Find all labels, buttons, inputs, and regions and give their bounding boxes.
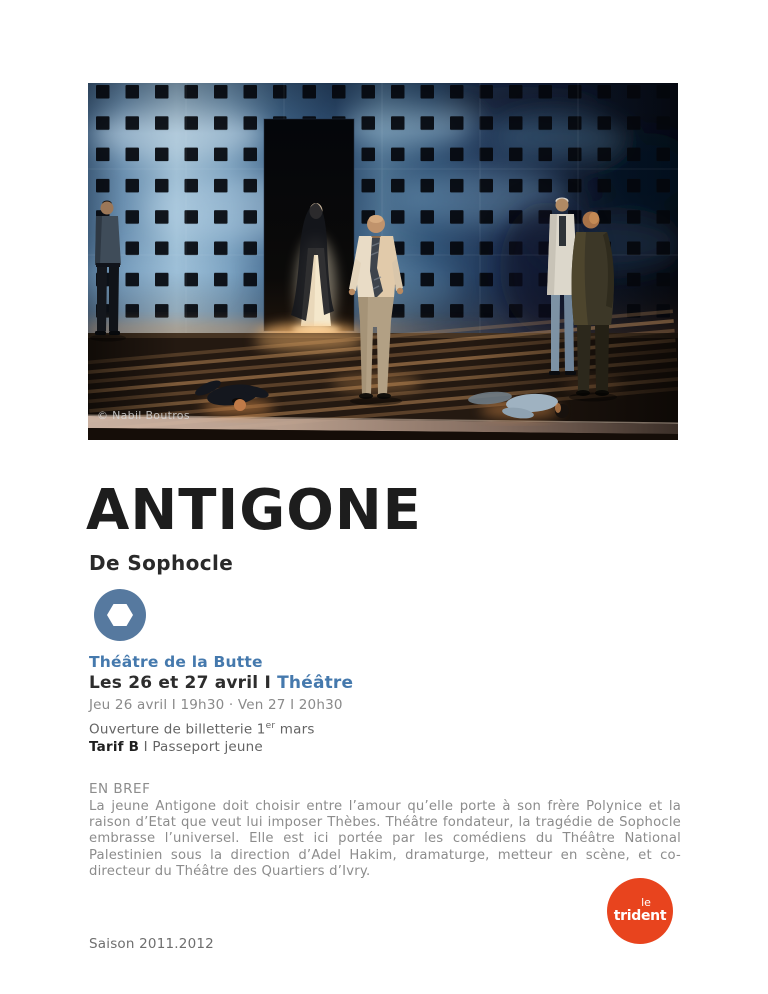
page-title: ANTIGONE <box>86 478 422 543</box>
event-category: Théâtre <box>277 673 354 693</box>
event-schedule: Jeu 26 avril I 19h30 · Ven 27 I 20h30 <box>89 697 343 713</box>
stage-photo-illustration <box>88 83 678 440</box>
event-dateline <box>89 673 353 693</box>
season-label: Saison 2011.2012 <box>89 936 214 952</box>
summary-heading: EN BREF <box>89 781 151 797</box>
tariff-detail: I Passeport jeune <box>143 738 263 755</box>
separator: I <box>264 673 271 693</box>
event-info <box>89 653 353 713</box>
summary-section <box>89 781 681 880</box>
ticketing-open-line <box>89 718 315 739</box>
tariff-label: Tarif B <box>89 738 140 755</box>
ticketing-prefix: Ouverture de billetterie 1 <box>89 721 266 738</box>
summary-body: La jeune Antigone doit choisir entre l’amour qu’elle porte à son frère Polynice et la raison d’Etat que veut lui imposer Thèbes. Théâtre fondateur, la tragédie de Sophocle embrasse l’universel. Elle est ici portée par les comédiens du Théâtre National Palestinien sous la direction d’Adel Hakim, dramaturge, metteur en scène, et co-directeur du Théâtre des Quartiers d’Ivry. <box>89 799 681 879</box>
trident-logo <box>607 878 673 944</box>
ticketing-suffix: mars <box>275 721 315 738</box>
photo-credit: © Nabil Boutros <box>97 409 190 422</box>
hex-bolt-icon <box>93 588 147 642</box>
tariff-line <box>89 739 315 756</box>
logo-name: trident <box>613 908 667 924</box>
stage-photo <box>88 83 678 440</box>
ticketing-ordinal: er <box>265 721 276 731</box>
logo-article: le <box>641 896 651 909</box>
ticketing-info <box>89 718 315 756</box>
venue-name: Théâtre de la Butte <box>89 653 263 671</box>
event-dates: Les 26 et 27 avril <box>89 673 259 693</box>
page-subtitle: De Sophocle <box>89 551 234 575</box>
